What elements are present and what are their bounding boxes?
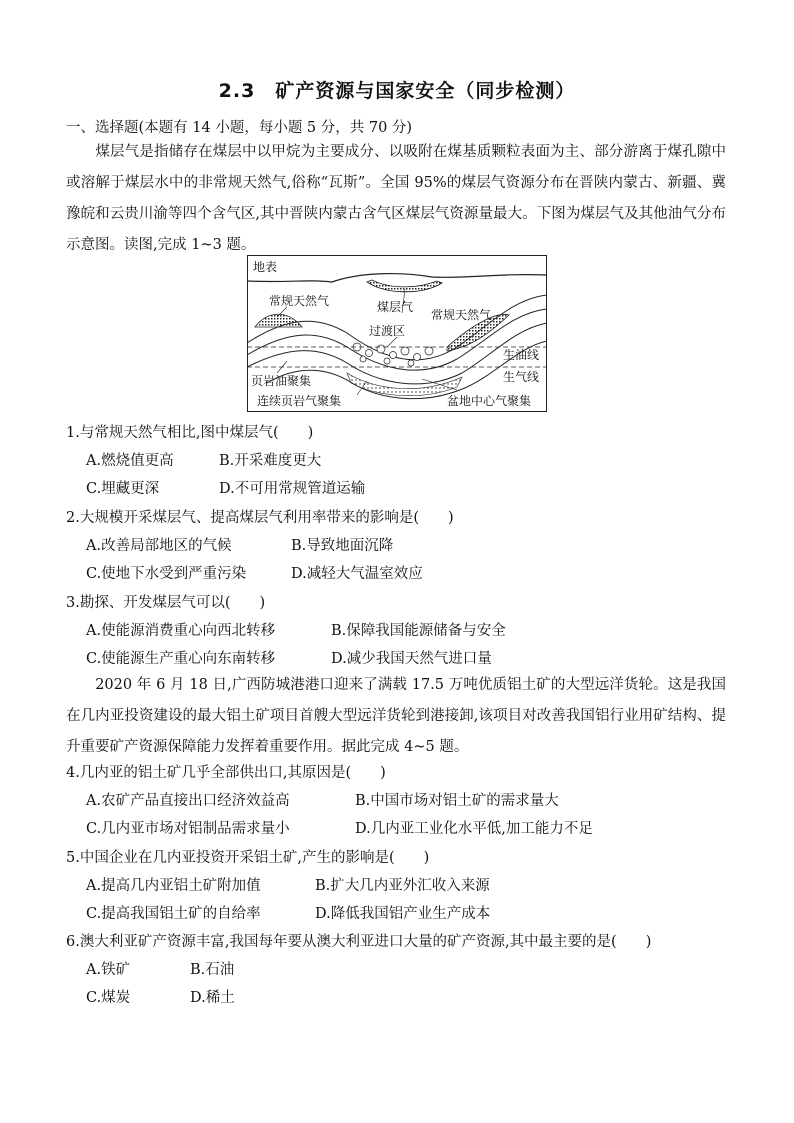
question-5-option-d[interactable]: D.降低我国铝产业生产成本 xyxy=(315,906,491,922)
question-1-option-c[interactable]: C.埋藏更深 xyxy=(86,481,160,497)
question-4-option-d[interactable]: D.几内亚工业化水平低,加工能力不足 xyxy=(355,821,593,837)
question-5-option-a[interactable]: A.提高几内亚铝土矿附加值 xyxy=(86,878,261,894)
question-2-stem: 2.大规模开采煤层气、提高煤层气利用率带来的影响是( ) xyxy=(66,510,454,526)
passage-guinea-bauxite: 2020 年 6 月 18 日,广西防城港港口迎来了满载 17.5 万吨优质铝土矿的大型远洋货轮。这是我国在几内亚投资建设的最大铝土矿项目首艘大型远洋货轮到港接卸,该项目对改善我国铝行业用矿结构、提升重要矿产资源保障能力发挥着重要作用。据此完成 4~5 题。 xyxy=(66,677,726,755)
label-surface: 地表 xyxy=(253,260,278,274)
section-heading: 一、选择题(本题有 14 小题，每小题 5 分，共 70 分) xyxy=(66,120,413,136)
question-4-stem: 4.几内亚的铝土矿几乎全部供出口,其原因是( ) xyxy=(66,765,386,781)
question-2-option-a[interactable]: A.改善局部地区的气候 xyxy=(86,538,232,554)
question-6-stem: 6.澳大利亚矿产资源丰富,我国每年要从澳大利亚进口大量的矿产资源,其中最主要的是( ) xyxy=(66,934,652,950)
label-shale-gas: 连续页岩气聚集 xyxy=(257,394,342,408)
question-6-option-b[interactable]: B.石油 xyxy=(190,962,235,978)
question-2-option-b[interactable]: B.导致地面沉降 xyxy=(291,538,394,554)
label-gas-line: 生气线 xyxy=(503,370,540,384)
question-6-option-d[interactable]: D.稀土 xyxy=(190,990,235,1006)
question-3-option-b[interactable]: B.保障我国能源储备与安全 xyxy=(331,623,506,639)
label-basin-center-gas: 盆地中心气聚集 xyxy=(447,394,532,408)
question-3-option-c[interactable]: C.使能源生产重心向东南转移 xyxy=(86,651,276,667)
question-5-option-b[interactable]: B.扩大几内亚外汇收入来源 xyxy=(315,878,490,894)
passage-coalbed-methane: 煤层气是指储存在煤层中以甲烷为主要成分、以吸附在煤基质颗粒表面为主、部分游离于煤孔隙中或溶解于煤层水中的非常规天然气,俗称“瓦斯”。全国 95%的煤层气资源分布在晋陕内蒙古、新疆、冀豫皖和云贵川渝等四个含气区,其中晋陕内蒙古含气区煤层气资源量最大。下图为煤层气及其他油气分布示意图。读图,完成 1~3 题。 xyxy=(66,144,726,253)
question-3-option-a[interactable]: A.使能源消费重心向西北转移 xyxy=(86,623,276,639)
question-1-option-a[interactable]: A.燃烧值更高 xyxy=(86,453,174,469)
question-5-stem: 5.中国企业在几内亚投资开采铝土矿,产生的影响是( ) xyxy=(66,850,430,866)
page-title: 2.3 矿产资源与国家安全（同步检测） xyxy=(218,80,576,102)
question-5-option-c[interactable]: C.提高我国铝土矿的自给率 xyxy=(86,906,261,922)
question-6-option-a[interactable]: A.铁矿 xyxy=(86,962,131,978)
label-oil-line: 生油线 xyxy=(503,348,540,362)
label-conventional-gas-left: 常规天然气 xyxy=(269,294,330,308)
question-1-option-d[interactable]: D.不可用常规管道运输 xyxy=(219,481,366,497)
question-4-option-b[interactable]: B.中国市场对铝土矿的需求量大 xyxy=(355,793,559,809)
label-conventional-gas-right: 常规天然气 xyxy=(431,308,492,322)
label-coalbed-methane: 煤层气 xyxy=(377,300,414,314)
coalbed-methane-diagram xyxy=(247,255,547,412)
question-4-option-c[interactable]: C.几内亚市场对铝制品需求量小 xyxy=(86,821,290,837)
question-3-option-d[interactable]: D.减少我国天然气进口量 xyxy=(331,651,492,667)
label-shale-oil: 页岩油聚集 xyxy=(251,374,312,388)
question-4-option-a[interactable]: A.农矿产品直接出口经济效益高 xyxy=(86,793,290,809)
question-2-option-d[interactable]: D.减轻大气温室效应 xyxy=(291,566,423,582)
label-transition-zone: 过渡区 xyxy=(369,324,406,338)
question-3-stem: 3.勘探、开发煤层气可以( ) xyxy=(66,595,266,611)
question-1-option-b[interactable]: B.开采难度更大 xyxy=(219,453,322,469)
question-2-option-c[interactable]: C.使地下水受到严重污染 xyxy=(86,566,247,582)
question-1-stem: 1.与常规天然气相比,图中煤层气( ) xyxy=(66,425,314,441)
question-6-option-c[interactable]: C.煤炭 xyxy=(86,990,131,1006)
